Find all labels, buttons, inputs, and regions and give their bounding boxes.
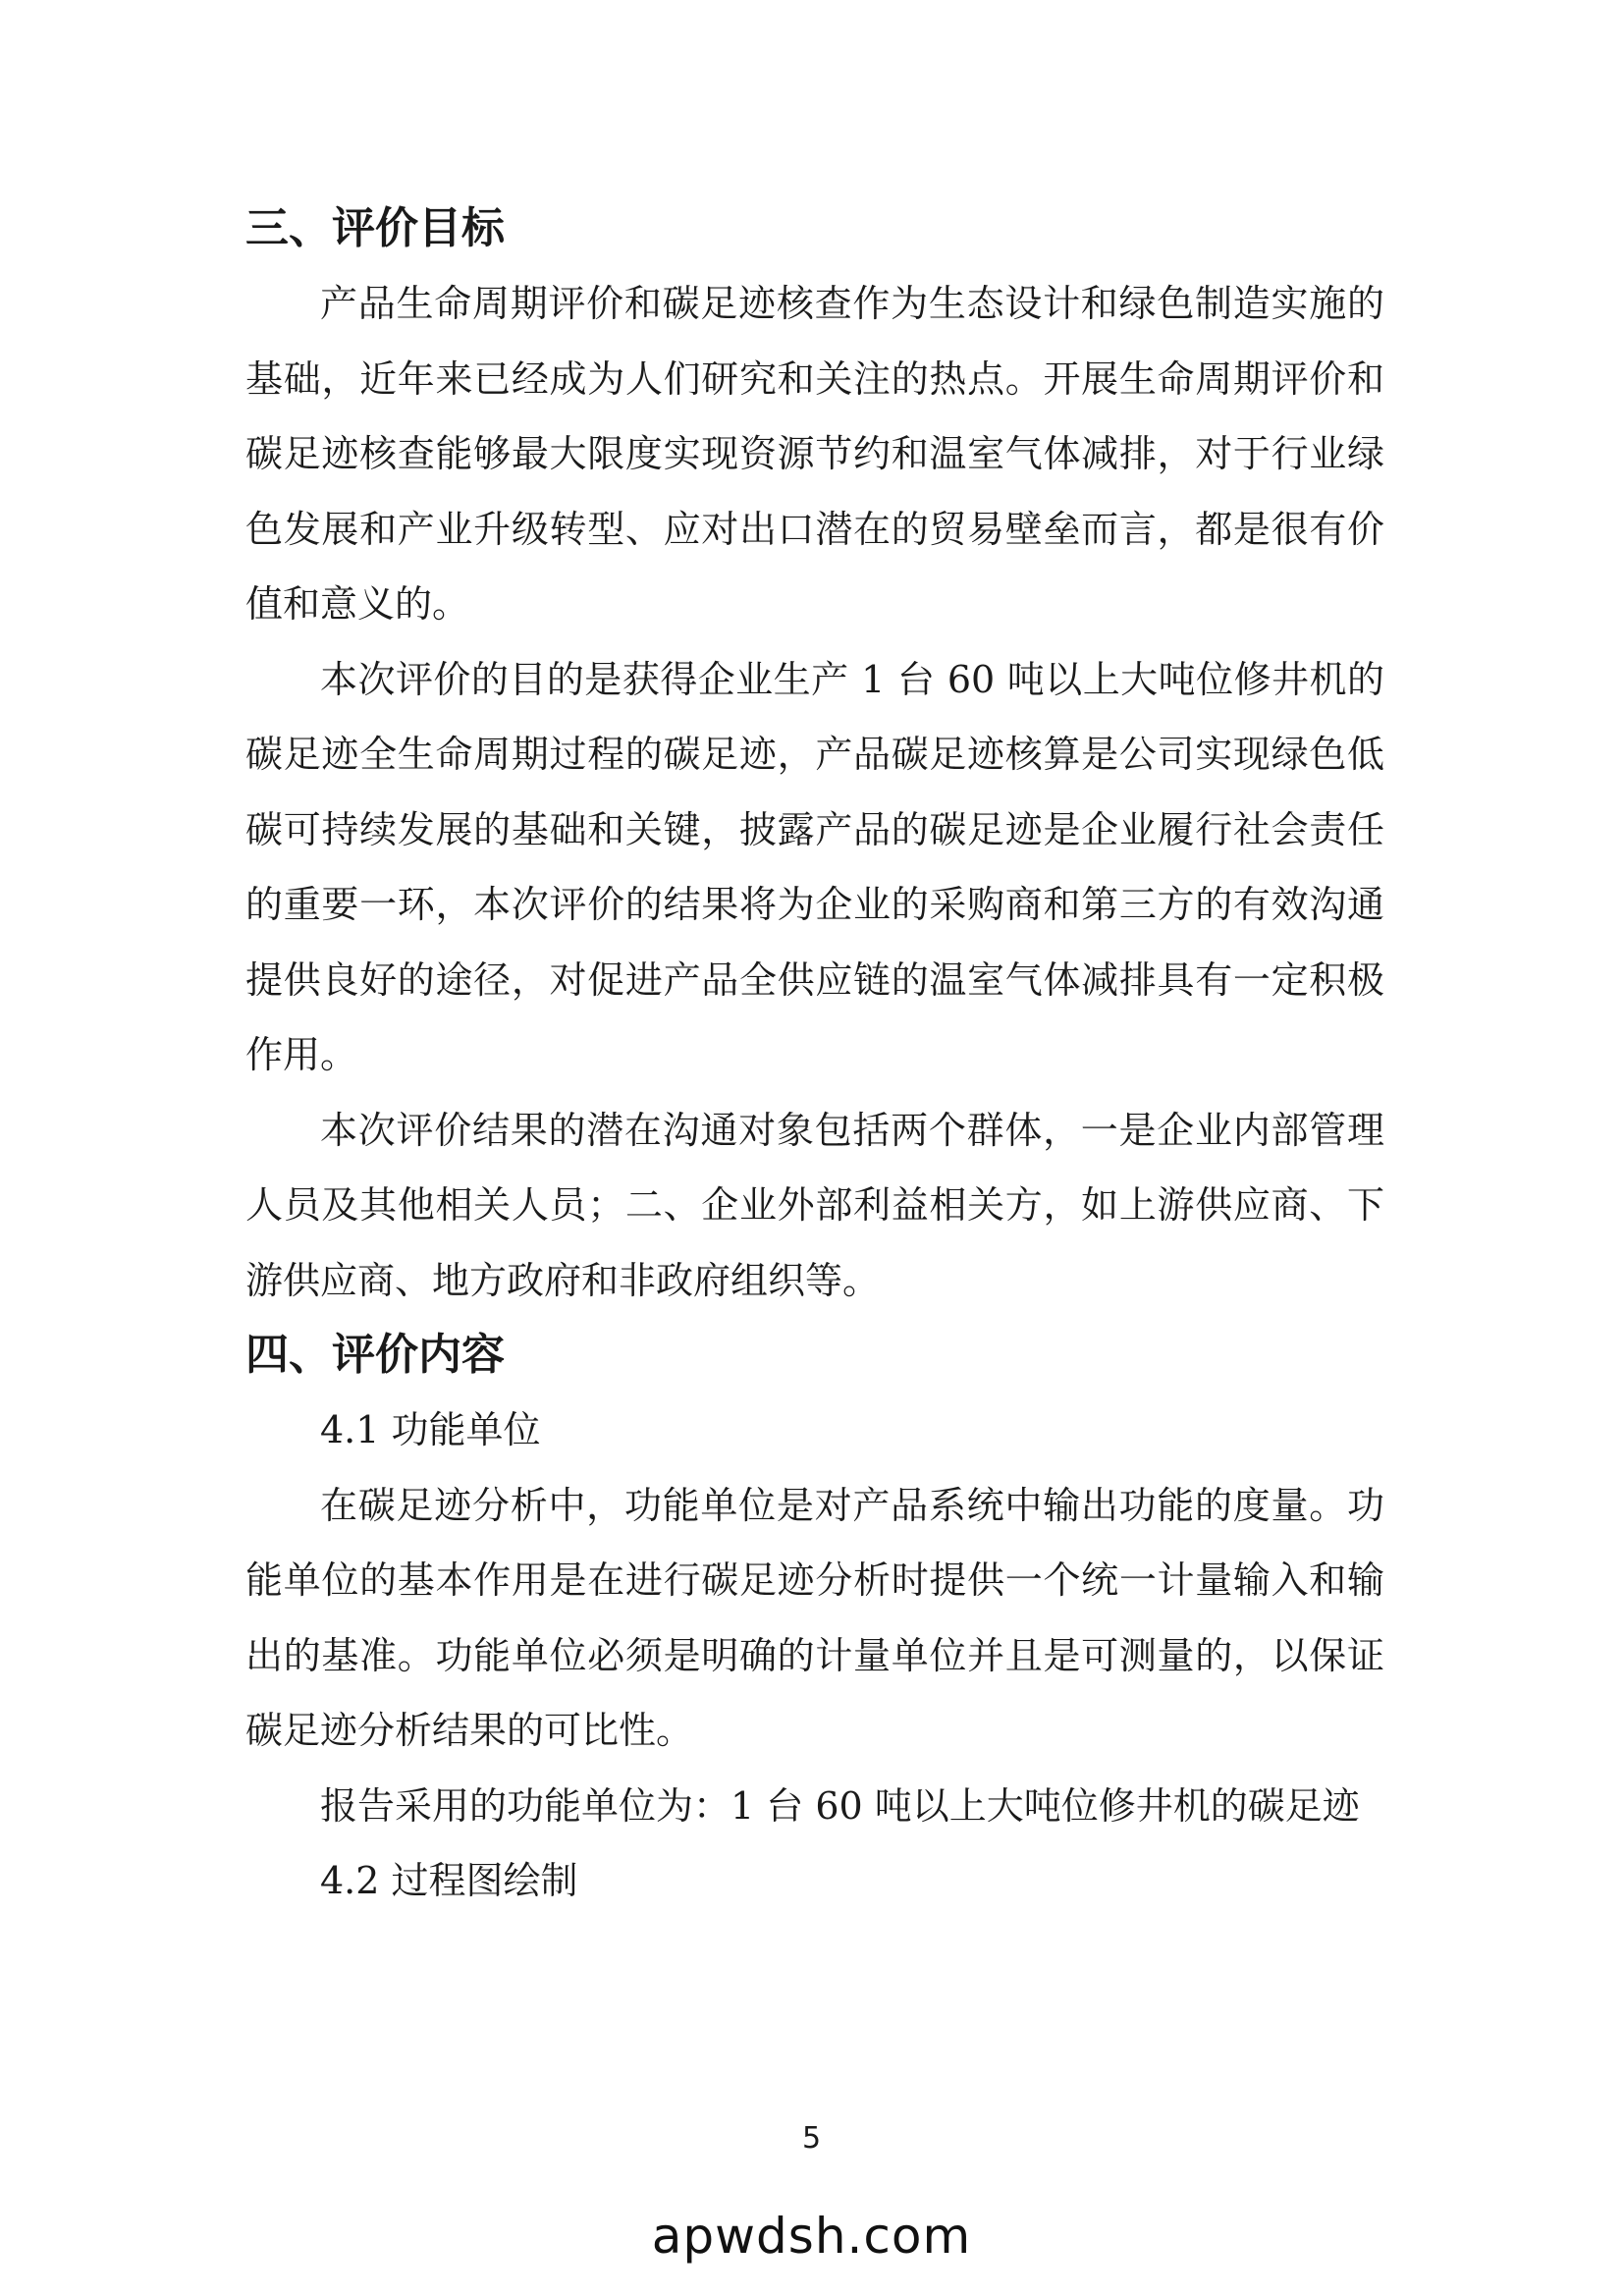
- paragraph: 本次评价结果的潜在沟通对象包括两个群体，一是企业内部管理人员及其他相关人员；二、企业外部利益相关方，如上游供应商、下游供应商、地方政府和非政府组织等。: [245, 1108, 1384, 1302]
- section-heading-evaluation-content: 四、评价内容: [245, 1330, 505, 1380]
- paragraph: 本次评价的目的是获得企业生产 1 台 60 吨以上大吨位修井机的碳足迹全生命周期过程的碳足迹，产品碳足迹核算是公司实现绿色低碳可持续发展的基础和关键，披露产品的碳足迹是企业履行社会责任的重要一环，本次评价的结果将为企业的采购商和第三方的有效沟通提供良好的途径，对促进产品全供应链的温室气体减排具有一定积极作用。: [245, 657, 1384, 1076]
- paragraph: 报告采用的功能单位为：1 台 60 吨以上大吨位修井机的碳足迹: [320, 1783, 1360, 1828]
- page-number: 5: [801, 2121, 822, 2156]
- subheading-functional-unit: 4.1 功能单位: [320, 1408, 541, 1451]
- section-heading-evaluation-goal: 三、评价目标: [245, 203, 505, 253]
- document-page: [245, 191, 1384, 1919]
- paragraph: 产品生命周期评价和碳足迹核查作为生态设计和绿色制造实施的基础，近年来已经成为人们研究和关注的热点。开展生命周期评价和碳足迹核查能够最大限度实现资源节约和温室气体减排，对于行业绿色发展和产业升级转型、应对出口潜在的贸易壁垒而言，都是很有价值和意义的。: [245, 282, 1384, 626]
- paragraph: 在碳足迹分析中，功能单位是对产品系统中输出功能的度量。功能单位的基本作用是在进行碳足迹分析时提供一个统一计量输入和输出的基准。功能单位必须是明确的计量单位并且是可测量的，以保证碳足迹分析结果的可比性。: [245, 1483, 1384, 1752]
- subheading-process-diagram: 4.2 过程图绘制: [320, 1859, 578, 1902]
- watermark: apwdsh.com: [651, 2208, 972, 2265]
